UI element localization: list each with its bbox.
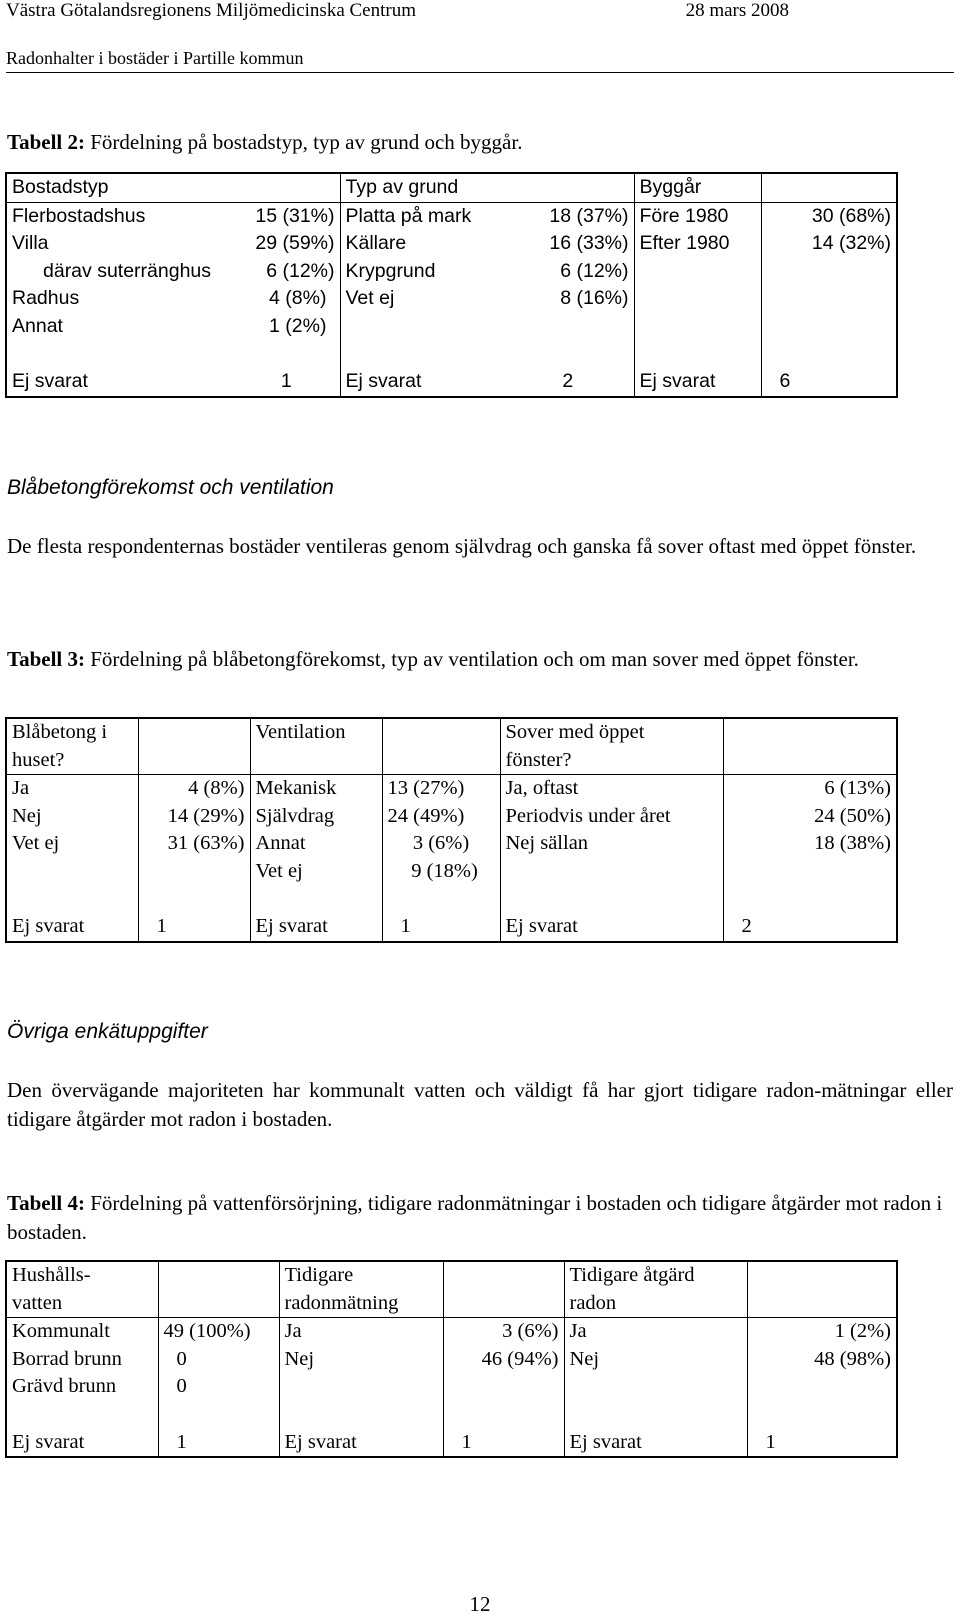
table-cell: Ej svarat	[279, 1429, 443, 1457]
table4-header-row	[7, 1262, 896, 1318]
table-cell: 1	[443, 1429, 564, 1457]
table-cell: Ja	[279, 1318, 443, 1346]
table-cell: Ja	[564, 1318, 747, 1346]
table3-header: Blåbetong i huset?	[7, 719, 138, 775]
table-cell: Före 1980	[634, 202, 761, 230]
table-row	[7, 1346, 896, 1374]
header-subtitle	[6, 48, 954, 73]
table2-ej-row	[7, 368, 896, 396]
table2-header: Typ av grund	[340, 174, 502, 202]
section1-paragraph: De flesta respondenternas bostäder ventileras genom självdrag och ganska få sover oftast med öppet fönster.	[7, 534, 917, 558]
table-cell: Periodvis under året	[500, 803, 723, 831]
table-cell: 8 (16%)	[560, 287, 629, 310]
table-row	[7, 858, 896, 886]
table-cell: 6 (13%)	[723, 775, 896, 803]
table-cell: Annat	[12, 314, 63, 337]
table-row	[7, 775, 896, 803]
table-cell: 1	[382, 913, 500, 941]
table-cell: Ja, oftast	[500, 775, 723, 803]
table2-header: Byggår	[634, 174, 761, 202]
table-cell: 6	[761, 368, 896, 396]
section-title-ovriga: Övriga enkätuppgifter	[7, 1020, 208, 1043]
table-cell: Självdrag	[250, 803, 382, 831]
table-cell: 6 (12%)	[560, 259, 629, 282]
table-cell: Ej svarat	[634, 368, 761, 396]
table-cell: 9 (18%)	[382, 858, 500, 886]
table-cell: 6 (12%)	[266, 259, 335, 282]
table-cell: 1 (2%)	[747, 1318, 896, 1346]
table3-caption-text: Fördelning på blåbetongförekomst, typ av ventilation och om man sover med öppet fönster.	[85, 647, 859, 671]
table-cell: 0	[158, 1346, 279, 1374]
table-cell: Ej svarat	[340, 368, 502, 396]
table-cell: 46 (94%)	[443, 1346, 564, 1374]
table3-ej-row	[7, 913, 896, 941]
table-cell: 14 (29%)	[138, 803, 250, 831]
table-row	[7, 830, 896, 858]
table-cell: Ej svarat	[250, 913, 382, 941]
table-cell: 4 (8%)	[138, 775, 250, 803]
table-cell: Mekanisk	[250, 775, 382, 803]
table4-caption-text: Fördelning på vattenförsörjning, tidigare radonmätningar i bostaden och tidigare åtgärder mot radon i bostaden.	[7, 1191, 943, 1244]
table-cell: 18 (37%)	[549, 204, 629, 227]
table-cell: 48 (98%)	[747, 1346, 896, 1374]
table-cell: Nej	[12, 804, 42, 827]
table-cell: 24 (49%)	[382, 803, 500, 831]
table2	[5, 172, 898, 398]
table4-header: Hushålls- vatten	[7, 1262, 158, 1318]
table-cell: Ja	[12, 777, 30, 800]
table2-caption-label: Tabell 2:	[7, 130, 85, 154]
table4	[5, 1260, 898, 1458]
table-row	[7, 230, 896, 258]
header-org: Västra Götalandsregionens Miljömedicinska Centrum	[6, 0, 416, 21]
table3-header: Ventilation	[250, 719, 382, 775]
table-cell: 29 (59%)	[255, 232, 335, 255]
table4-header: Tidigare radonmätning	[279, 1262, 443, 1318]
table-cell: 0	[158, 1373, 279, 1401]
table4-caption-label: Tabell 4:	[7, 1191, 85, 1215]
table-cell: Krypgrund	[340, 258, 502, 286]
table-cell: 14 (32%)	[761, 230, 896, 258]
table-cell: 31 (63%)	[138, 830, 250, 858]
table-cell: 2	[562, 370, 574, 393]
table-cell: Ej svarat	[500, 913, 723, 941]
table4-header: Tidigare åtgärd radon	[564, 1262, 747, 1318]
table-cell: Vet ej	[12, 832, 60, 855]
table-cell: Ej svarat	[12, 915, 85, 938]
table-cell: Nej	[279, 1346, 443, 1374]
header-date: 28 mars 2008	[685, 0, 789, 21]
table3	[5, 717, 898, 943]
table4-caption	[7, 1189, 953, 1247]
table-cell: Borrad brunn	[12, 1347, 122, 1370]
table-cell: 1	[747, 1429, 896, 1457]
header-subtitle-text: Radonhalter i bostäder i Partille kommun	[6, 48, 304, 68]
table3-header-row	[7, 719, 896, 775]
table-cell: 16 (33%)	[549, 232, 629, 255]
table-cell: Ej svarat	[12, 370, 88, 393]
table-cell: Vet ej	[340, 285, 502, 313]
table-cell: Grävd brunn	[12, 1375, 117, 1398]
table-cell: Nej	[564, 1346, 747, 1374]
table-cell: 2	[723, 913, 896, 941]
table-cell: därav suterränghus	[43, 259, 212, 282]
table-cell: 3 (6%)	[443, 1318, 564, 1346]
table-cell: Källare	[340, 230, 502, 258]
table4-ej-row	[7, 1429, 896, 1457]
table2-header-row	[7, 174, 896, 202]
table3-caption-label: Tabell 3:	[7, 647, 85, 671]
table-cell: Ej svarat	[564, 1429, 747, 1457]
table-cell: 13 (27%)	[382, 775, 500, 803]
table-cell: Platta på mark	[340, 202, 502, 230]
table-cell: 49 (100%)	[158, 1318, 279, 1346]
table-cell: Flerbostadshus	[12, 204, 146, 227]
table-cell: 1	[158, 1429, 279, 1457]
table-cell: 30 (68%)	[761, 202, 896, 230]
table3-header: Sover med öppet fönster?	[500, 719, 723, 775]
table-cell: Vet ej	[250, 858, 382, 886]
table-cell: Annat	[250, 830, 382, 858]
table-cell: 24 (50%)	[723, 803, 896, 831]
table-cell: Radhus	[12, 287, 80, 310]
table-row	[7, 313, 896, 341]
table2-caption	[7, 128, 953, 157]
table-cell: Efter 1980	[634, 230, 761, 258]
table-cell: Villa	[12, 232, 49, 255]
page-number: 12	[469, 1592, 491, 1616]
table-cell: 15 (31%)	[255, 204, 335, 227]
table-row	[7, 1318, 896, 1346]
table-cell: Ej svarat	[12, 1430, 85, 1453]
table-cell: 4 (8%)	[269, 287, 327, 310]
table-row	[7, 1373, 896, 1401]
section-title-blabetong: Blåbetongförekomst och ventilation	[7, 476, 334, 499]
table3-caption	[7, 645, 953, 674]
table-row	[7, 285, 896, 313]
section2-paragraph: Den övervägande majoriteten har kommunalt vatten och väldigt få har gjort tidigare radon-mätningar eller tidigare åtgärder mot radon i bostaden.	[7, 1078, 953, 1131]
table-row	[7, 202, 896, 230]
table2-caption-text: Fördelning på bostadstyp, typ av grund och byggår.	[85, 130, 523, 154]
page-header	[6, 0, 954, 26]
table-cell: Nej sällan	[500, 830, 723, 858]
table-row	[7, 258, 896, 286]
table-cell: 1 (2%)	[269, 314, 327, 337]
table-cell: 1	[138, 913, 250, 941]
table-cell: Kommunalt	[12, 1320, 110, 1343]
table-row	[7, 803, 896, 831]
table-cell: 3 (6%)	[382, 830, 500, 858]
table2-header: Bostadstyp	[7, 174, 233, 202]
table-cell: 18 (38%)	[723, 830, 896, 858]
table-cell: 1	[280, 370, 292, 393]
